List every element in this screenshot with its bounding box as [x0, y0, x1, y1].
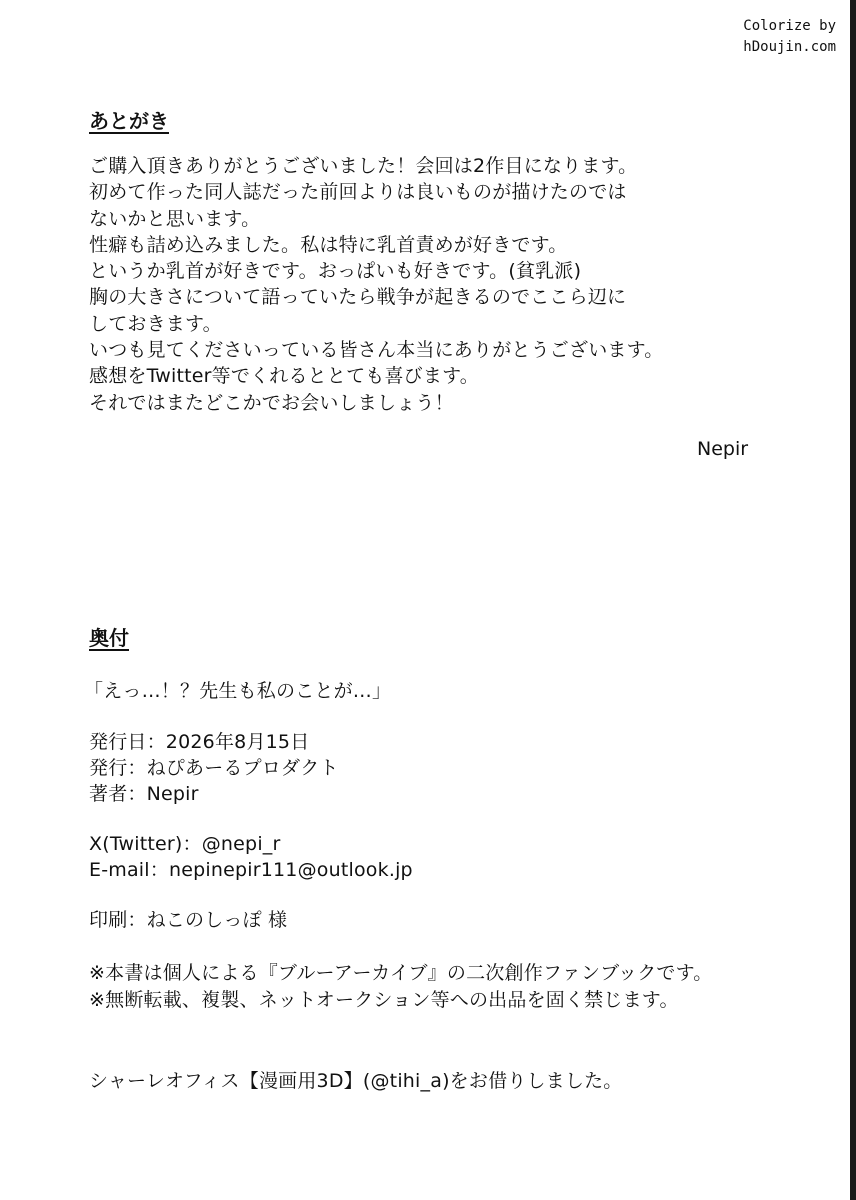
fanbook-notice: ※本書は個人による『ブルーアーカイブ』の二次創作ファンブックです。 [89, 962, 713, 984]
watermark-line-1: Colorize by [743, 18, 836, 34]
asset-credit: シャーレオフィス【漫画用3D】(@tihi_a)をお借りしました。 [89, 1070, 623, 1092]
afterword-body [89, 153, 769, 416]
afterword-line: 初めて作った同人誌だった前回よりは良いものが描けたのでは [89, 181, 627, 204]
afterword-line: 性癖も詰め込みました。私は特に乳首責めが好きです。 [89, 233, 568, 256]
publisher: 発行：ねぴあーるプロダクト [89, 757, 339, 779]
reproduction-notice: ※無断転載、複製、ネットオークション等への出品を固く禁じます。 [89, 989, 679, 1011]
book-title: 「えっ…！？先生も私のことが…」 [84, 680, 392, 702]
afterword-line: 感想をTwitter等でくれるととても喜びます。 [89, 365, 479, 388]
twitter-handle: X(Twitter)：@nepi_r [89, 833, 281, 855]
author: 著者：Nepir [89, 783, 199, 805]
colophon-heading: 奥付 [89, 626, 129, 650]
printer: 印刷：ねこのしっぽ 様 [89, 909, 288, 931]
watermark [743, 16, 836, 58]
afterword-heading: あとがき [89, 109, 169, 133]
publish-date: 発行日：2026年8月15日 [89, 731, 310, 753]
page-edge-border [850, 0, 856, 1200]
afterword-line: ないかと思います。 [89, 207, 261, 230]
afterword-line: しておきます。 [89, 312, 222, 335]
afterword-line: それではまたどこかでお会いしましょう！ [89, 391, 454, 414]
afterword-line: というか乳首が好きです。おっぱいも好きです。(貧乳派) [89, 260, 582, 283]
afterword-line: いつも見てくださいっている皆さん本当にありがとうございます。 [89, 339, 664, 362]
email-address: E-mail：nepinepir111@outlook.jp [89, 859, 413, 881]
afterword-line: ご購入頂きありがとうございました！会回は2作目になります。 [89, 155, 638, 177]
afterword-signature: Nepir [697, 438, 749, 460]
afterword-line: 胸の大きさについて語っていたら戦争が起きるのでここら辺に [89, 286, 627, 309]
watermark-line-2: hDoujin.com [743, 39, 836, 55]
